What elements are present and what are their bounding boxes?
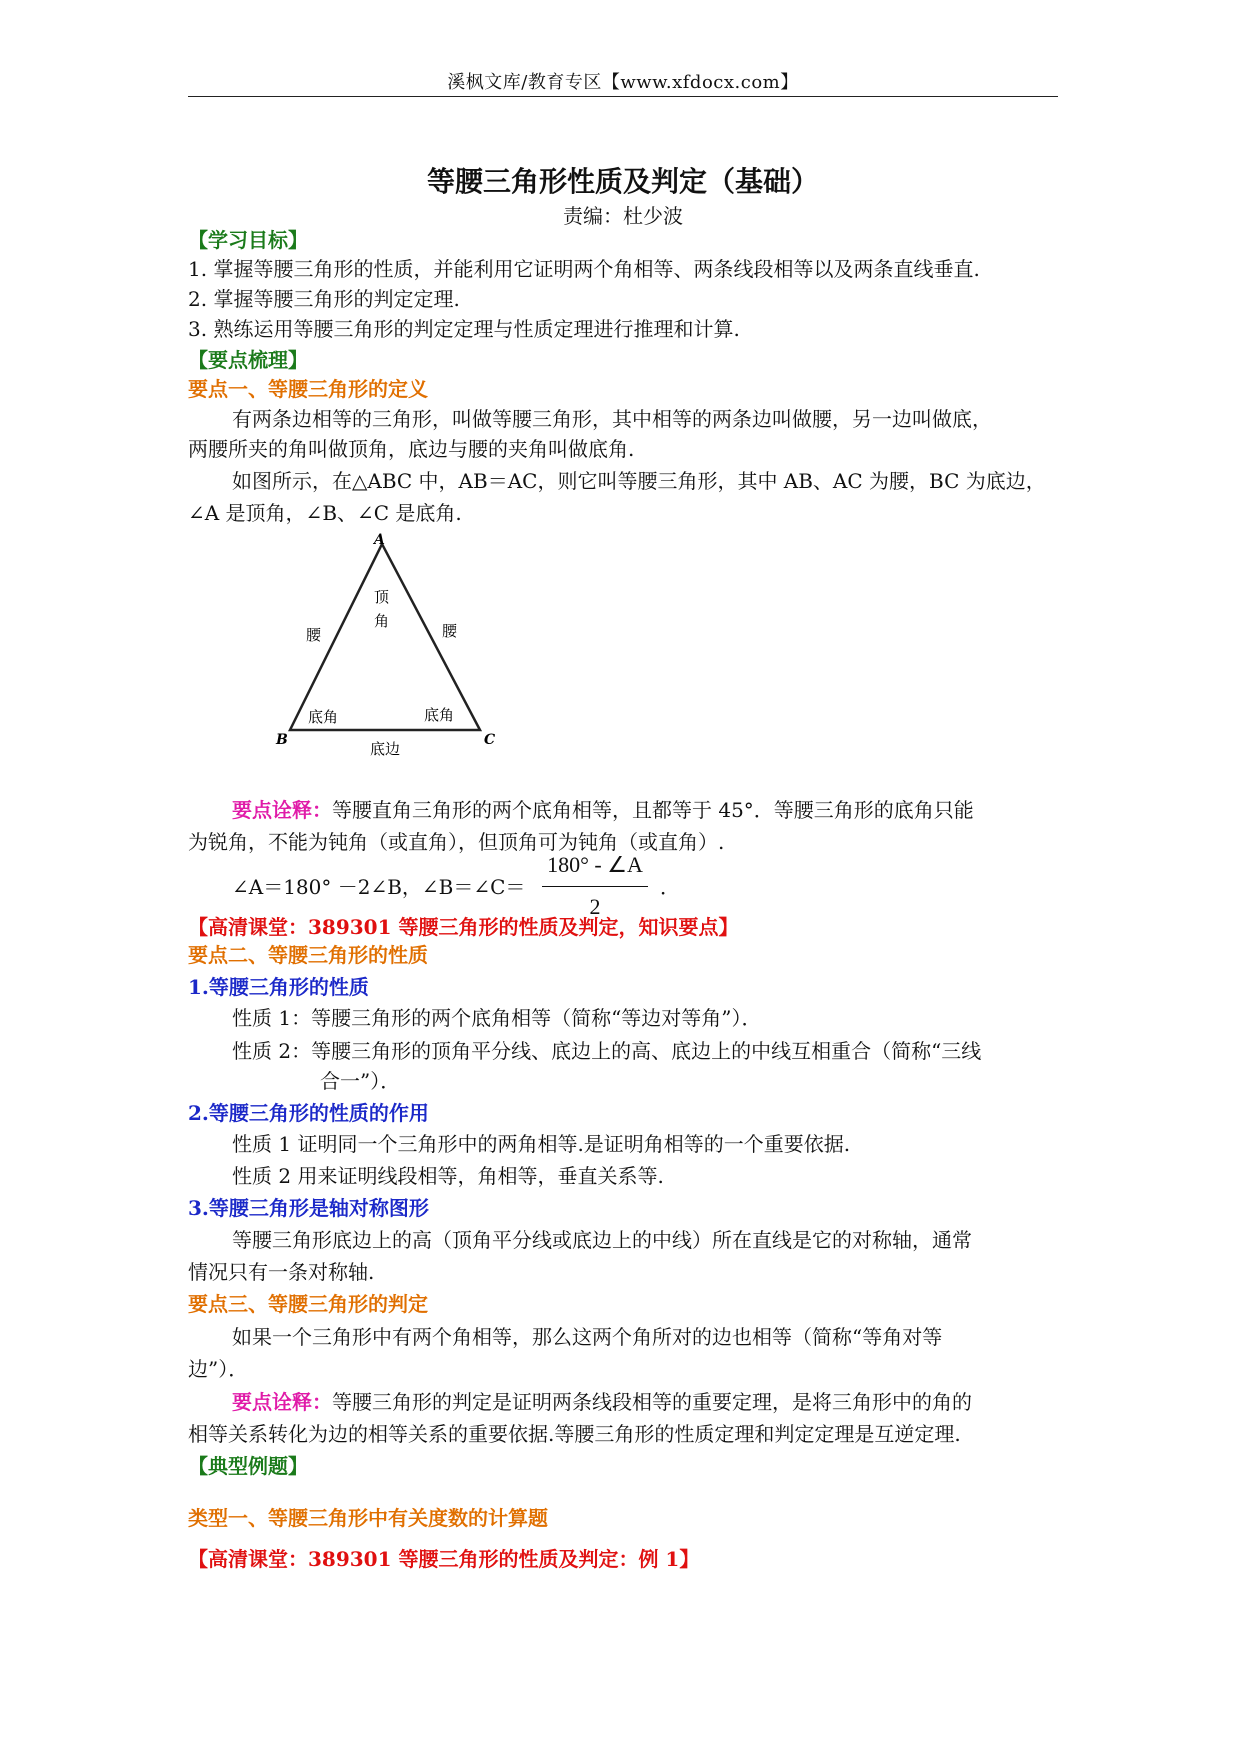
fraction-denominator: 2 bbox=[589, 894, 601, 919]
apex-angle-label-2: 角 bbox=[374, 612, 390, 630]
goal-item-1: 1. 掌握等腰三角形的性质，并能利用它证明两个角相等、两条线段相等以及两条直线垂直. bbox=[188, 257, 980, 281]
point1-paragraph1-line2: 两腰所夹的角叫做顶角，底边与腰的夹角叫做底角. bbox=[188, 437, 635, 461]
page-title: 等腰三角形性质及判定（基础） bbox=[426, 165, 819, 198]
note1-text-1: 等腰直角三角形的两个底角相等，且都等于 45°．等腰三角形的底角只能 bbox=[332, 798, 974, 822]
header-divider bbox=[188, 96, 1058, 97]
point1-heading: 要点一、等腰三角形的定义 bbox=[188, 377, 428, 401]
symmetry-line1: 等腰三角形底边上的高（顶角平分线或底边上的中线）所在直线是它的对称轴，通常 bbox=[232, 1228, 972, 1252]
note2-label: 要点诠释： bbox=[232, 1390, 332, 1414]
point1-paragraph2-line2: ∠A 是顶角，∠B、∠C 是底角. bbox=[188, 501, 462, 525]
note1-line2: 为锐角，不能为钝角（或直角），但顶角可为钝角（或直角）. bbox=[188, 830, 725, 854]
apex-angle-label-1: 顶 bbox=[374, 588, 390, 606]
leg-label-right: 腰 bbox=[442, 622, 458, 640]
point1-paragraph2-line1: 如图所示，在△ABC 中，AB＝AC，则它叫等腰三角形，其中 AB、AC 为腰，BC 为底边， bbox=[232, 469, 1046, 493]
property2-line1: 性质 2：等腰三角形的顶角平分线、底边上的高、底边上的中线互相重合（简称“三线 bbox=[232, 1039, 982, 1063]
point2-sub2-heading: 2.等腰三角形的性质的作用 bbox=[188, 1101, 429, 1125]
site-header[interactable]: 溪枫文库/教育专区【www.xfdocx.com】 bbox=[447, 72, 799, 93]
symmetry-line2: 情况只有一条对称轴. bbox=[188, 1260, 375, 1284]
note2-text-1: 等腰三角形的判定是证明两条线段相等的重要定理，是将三角形中的角的 bbox=[332, 1390, 972, 1414]
examples-heading: 【典型例题】 bbox=[188, 1454, 308, 1478]
base-angle-label-right: 底角 bbox=[424, 706, 455, 724]
base-label: 底边 bbox=[370, 740, 401, 758]
type1-heading: 类型一、等腰三角形中有关度数的计算题 bbox=[188, 1506, 548, 1530]
vertex-label-b: B bbox=[276, 732, 288, 748]
video-link-2[interactable]: 【高清课堂：389301 等腰三角形的性质及判定：例 1】 bbox=[188, 1547, 700, 1571]
formula-left: ∠A＝180° －2∠B，∠B＝∠C＝ bbox=[232, 875, 526, 899]
vertex-label-a: A bbox=[374, 532, 385, 548]
property-use-1: 性质 1 证明同一个三角形中的两角相等.是证明角相等的一个重要依据. bbox=[232, 1132, 851, 1156]
fraction-bar bbox=[542, 886, 648, 887]
video-link-1[interactable]: 【高清课堂：389301 等腰三角形的性质及判定，知识要点】 bbox=[188, 915, 739, 939]
formula-end: ． bbox=[660, 875, 680, 899]
editor-credit: 责编：杜少波 bbox=[563, 204, 683, 228]
fraction-numerator: 180° - ∠A bbox=[547, 852, 643, 877]
isosceles-triangle-figure bbox=[270, 532, 510, 762]
point3-heading: 要点三、等腰三角形的判定 bbox=[188, 1292, 428, 1316]
base-angle-label-left: 底角 bbox=[308, 708, 339, 726]
note1-label: 要点诠释： bbox=[232, 798, 332, 822]
property2-line2: 合一”）． bbox=[320, 1069, 401, 1093]
note2-line1 bbox=[232, 1387, 1112, 1417]
leg-label-left: 腰 bbox=[306, 626, 322, 644]
learning-goals-heading: 【学习目标】 bbox=[188, 228, 308, 252]
vertex-label-c: C bbox=[484, 732, 496, 748]
point3-line2: 边”）． bbox=[188, 1357, 249, 1381]
property-use-2: 性质 2 用来证明线段相等，角相等，垂直关系等. bbox=[232, 1164, 664, 1188]
note2-line2: 相等关系转化为边的相等关系的重要依据.等腰三角形的性质定理和判定定理是互逆定理. bbox=[188, 1422, 961, 1446]
note1-line1 bbox=[232, 795, 1112, 825]
point2-heading: 要点二、等腰三角形的性质 bbox=[188, 943, 428, 967]
point3-line1: 如果一个三角形中有两个角相等，那么这两个角所对的边也相等（简称“等角对等 bbox=[232, 1325, 943, 1349]
point2-sub1-heading: 1.等腰三角形的性质 bbox=[188, 975, 369, 999]
point2-sub3-heading: 3.等腰三角形是轴对称图形 bbox=[188, 1196, 429, 1220]
property1-text: 性质 1：等腰三角形的两个底角相等（简称“等边对等角”）． bbox=[232, 1006, 762, 1030]
goal-item-3: 3. 熟练运用等腰三角形的判定定理与性质定理进行推理和计算. bbox=[188, 317, 740, 341]
key-points-heading: 【要点梳理】 bbox=[188, 348, 308, 372]
goal-item-2: 2. 掌握等腰三角形的判定定理. bbox=[188, 287, 460, 311]
point1-paragraph1-line1: 有两条边相等的三角形，叫做等腰三角形，其中相等的两条边叫做腰，另一边叫做底， bbox=[232, 407, 992, 431]
